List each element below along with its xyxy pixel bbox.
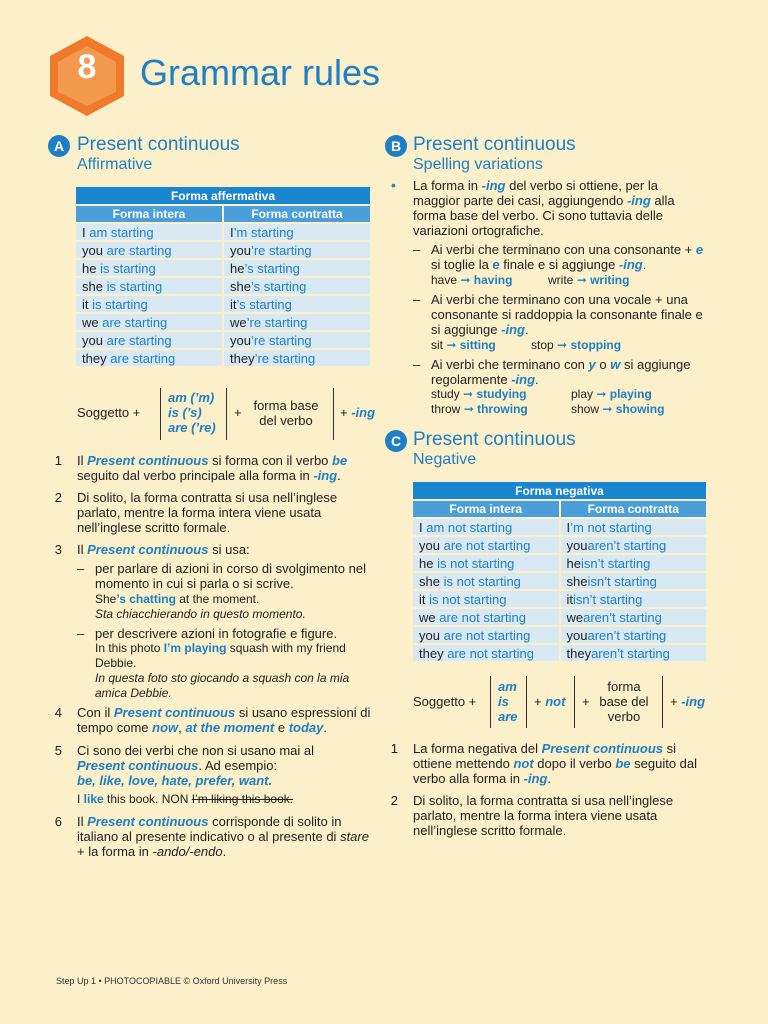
formula-bracket — [574, 676, 575, 728]
contracted-form-cell: theyaren’t starting — [561, 645, 707, 661]
full-form-cell: they are not starting — [413, 645, 559, 661]
note-1: Il Present continuous si forma con il verbo be seguito dal verbo principale alla forma in -ing. — [77, 453, 348, 483]
column-header: Forma contratta — [224, 206, 370, 222]
formula-ing: + -ing — [340, 405, 376, 420]
full-form-cell: it is not starting — [413, 591, 559, 607]
note-number: 5 — [54, 743, 62, 758]
note-3-bullet-1: per parlare di azioni in corso di svolgimento nel momento in cui si parla o si scrive. — [95, 561, 366, 591]
formula-bracket — [226, 388, 227, 440]
formula-ing: + -ing — [670, 694, 706, 709]
full-form-cell: we are starting — [76, 314, 222, 330]
section-b-badge: B — [385, 135, 407, 157]
table-row — [413, 591, 706, 607]
full-form-cell: she is not starting — [413, 573, 559, 589]
table-row — [76, 296, 370, 312]
full-form-cell: they are starting — [76, 350, 222, 366]
full-form-cell: we are not starting — [413, 609, 559, 625]
example: I like this book. NON I’m liking this book. — [77, 792, 294, 806]
formula-bracket — [662, 676, 663, 728]
formula-aux: am — [498, 679, 517, 694]
spelling-example: play ➞ playing — [571, 387, 652, 401]
example: In this photo I’m playing squash with my friend Debbie. — [95, 641, 346, 670]
section-a-subtitle: Affirmative — [77, 156, 153, 173]
formula-bracket — [490, 676, 491, 728]
formula-bracket — [333, 388, 334, 440]
contracted-form-cell: you’re starting — [224, 332, 370, 348]
full-form-cell: he is not starting — [413, 555, 559, 571]
contracted-form-cell: she’s starting — [224, 278, 370, 294]
affirmative-table — [74, 185, 372, 368]
table-row — [413, 555, 706, 571]
formula-aux: are (’re) — [168, 420, 216, 435]
note-5-verbs: be, like, love, hate, prefer, want. — [77, 773, 273, 788]
table-row — [413, 627, 706, 643]
note-6: Il Present continuous corrisponde di solito in italiano al presente indicativo o al presente di stare + la forma in -ando/-endo. — [77, 814, 369, 859]
table-row — [76, 314, 370, 330]
full-form-cell: I am starting — [76, 224, 222, 240]
formula-aux: is — [498, 694, 509, 709]
formula-plus: + — [234, 405, 242, 420]
section-a-title: Present continuous — [77, 134, 240, 155]
section-b-subtitle: Spelling variations — [413, 156, 543, 173]
note-number: 1 — [390, 741, 398, 756]
full-form-cell: you are not starting — [413, 537, 559, 553]
contracted-form-cell: it’s starting — [224, 296, 370, 312]
contracted-form-cell: itisn’t starting — [561, 591, 707, 607]
note-3-bullet-2: per descrivere azioni in fotografie e figure. — [95, 626, 338, 641]
formula-subject: Soggetto + — [413, 694, 477, 709]
formula-base: forma base del verbo — [599, 679, 649, 724]
table-row — [413, 609, 706, 625]
section-a-badge: A — [48, 135, 70, 157]
table-title: Forma affermativa — [76, 187, 370, 204]
contracted-form-cell: he’s starting — [224, 260, 370, 276]
note-4: Con il Present continuous si usano espressioni di tempo come now, at the moment e today. — [77, 705, 371, 735]
bullet-icon: • — [391, 177, 396, 193]
full-form-cell: you are not starting — [413, 627, 559, 643]
section-b-title: Present continuous — [413, 134, 576, 155]
note-number: 6 — [54, 814, 62, 829]
full-form-cell: he is starting — [76, 260, 222, 276]
spelling-rule-2: Ai verbi che terminano con una vocale + una consonante si raddoppia la consonante finale e si aggiunge -ing. — [431, 292, 703, 337]
footer: Step Up 1 • PHOTOCOPIABLE © Oxford University Press — [56, 976, 288, 986]
formula-aux: is (’s) — [168, 405, 202, 420]
contracted-form-cell: heisn’t starting — [561, 555, 707, 571]
chapter-number: 8 — [77, 48, 97, 86]
formula-aux: am (’m) — [168, 390, 215, 405]
table-row — [76, 260, 370, 276]
column-header: Forma contratta — [561, 501, 707, 517]
spelling-rule-1: Ai verbi che terminano con una consonante + e si toglie la e finale e si aggiunge -ing. — [431, 242, 704, 272]
example: She’s chatting at the moment. — [95, 592, 260, 606]
contracted-form-cell: youaren’t starting — [561, 627, 707, 643]
spelling-example: study ➞ studying — [431, 387, 527, 401]
contracted-form-cell: we’re starting — [224, 314, 370, 330]
contracted-form-cell: youaren’t starting — [561, 537, 707, 553]
contracted-form-cell: you’re starting — [224, 242, 370, 258]
section-c-subtitle: Negative — [413, 451, 477, 468]
table-row — [413, 519, 706, 535]
table-row — [76, 332, 370, 348]
column-header: Forma intera — [76, 206, 222, 222]
column-header: Forma intera — [413, 501, 559, 517]
table-row — [76, 224, 370, 240]
contracted-form-cell: sheisn’t starting — [561, 573, 707, 589]
section-c-title: Present continuous — [413, 429, 576, 450]
spelling-example: write ➞ writing — [548, 273, 630, 287]
table-row — [76, 242, 370, 258]
spelling-example: have ➞ having — [431, 273, 513, 287]
table-row — [413, 645, 706, 661]
formula-not: + not — [534, 694, 566, 709]
formula-bracket — [160, 388, 161, 440]
note-5: Ci sono dei verbi che non si usano mai al Present continuous. Ad esempio: — [77, 743, 315, 773]
full-form-cell: she is starting — [76, 278, 222, 294]
table-title: Forma negativa — [413, 482, 706, 499]
formula-subject: Soggetto + — [77, 405, 141, 420]
contracted-form-cell: I’m starting — [224, 224, 370, 240]
formula-aux: are — [498, 709, 518, 724]
note-number: 2 — [390, 793, 398, 808]
spelling-example: stop ➞ stopping — [531, 338, 622, 352]
spelling-rule-3: Ai verbi che terminano con y o w si aggiunge regolarmente -ing. — [431, 357, 691, 387]
note-number: 1 — [54, 453, 62, 468]
note-2: Di solito, la forma contratta si usa nell’inglese parlato, mentre la forma intera viene usata nell’inglese scritto formale. — [77, 490, 338, 535]
section-c-badge: C — [385, 430, 407, 452]
full-form-cell: you are starting — [76, 332, 222, 348]
formula-base: forma base del verbo — [253, 398, 319, 428]
spelling-example: show ➞ showing — [571, 402, 665, 416]
contracted-form-cell: I’m not starting — [561, 519, 707, 535]
example-translation: Sta chiacchierando in questo momento. — [95, 607, 306, 621]
spelling-intro: La forma in -ing del verbo si ottiene, per la maggior parte dei casi, aggiungendo -ing alla forma base del verbo. Ci sono tuttavia delle variazioni ortografiche. — [413, 178, 675, 238]
table-row — [413, 537, 706, 553]
negative-note-2: Di solito, la forma contratta si usa nell’inglese parlato, mentre la forma intera viene usata nell’inglese scritto formale. — [413, 793, 674, 838]
note-number: 2 — [54, 490, 62, 505]
table-row — [413, 573, 706, 589]
full-form-cell: it is starting — [76, 296, 222, 312]
formula-bracket — [526, 676, 527, 728]
note-3: Il Present continuous si usa: — [77, 542, 250, 557]
negative-note-1: La forma negativa del Present continuous si ottiene mettendo not dopo il verbo be seguito dal verbo alla forma in -ing. — [413, 741, 698, 786]
note-number: 3 — [54, 542, 62, 557]
spelling-example: sit ➞ sitting — [431, 338, 496, 352]
spelling-example: throw ➞ throwing — [431, 402, 528, 416]
page-title: Grammar rules — [140, 52, 381, 93]
contracted-form-cell: they’re starting — [224, 350, 370, 366]
table-row — [76, 350, 370, 366]
full-form-cell: I am not starting — [413, 519, 559, 535]
negative-table — [411, 480, 708, 663]
table-row — [76, 278, 370, 294]
formula-plus: + — [582, 694, 590, 709]
example-translation: In questa foto sto giocando a squash con la mia amica Debbie. — [95, 671, 350, 700]
contracted-form-cell: wearen’t starting — [561, 609, 707, 625]
full-form-cell: you are starting — [76, 242, 222, 258]
note-number: 4 — [54, 705, 62, 720]
